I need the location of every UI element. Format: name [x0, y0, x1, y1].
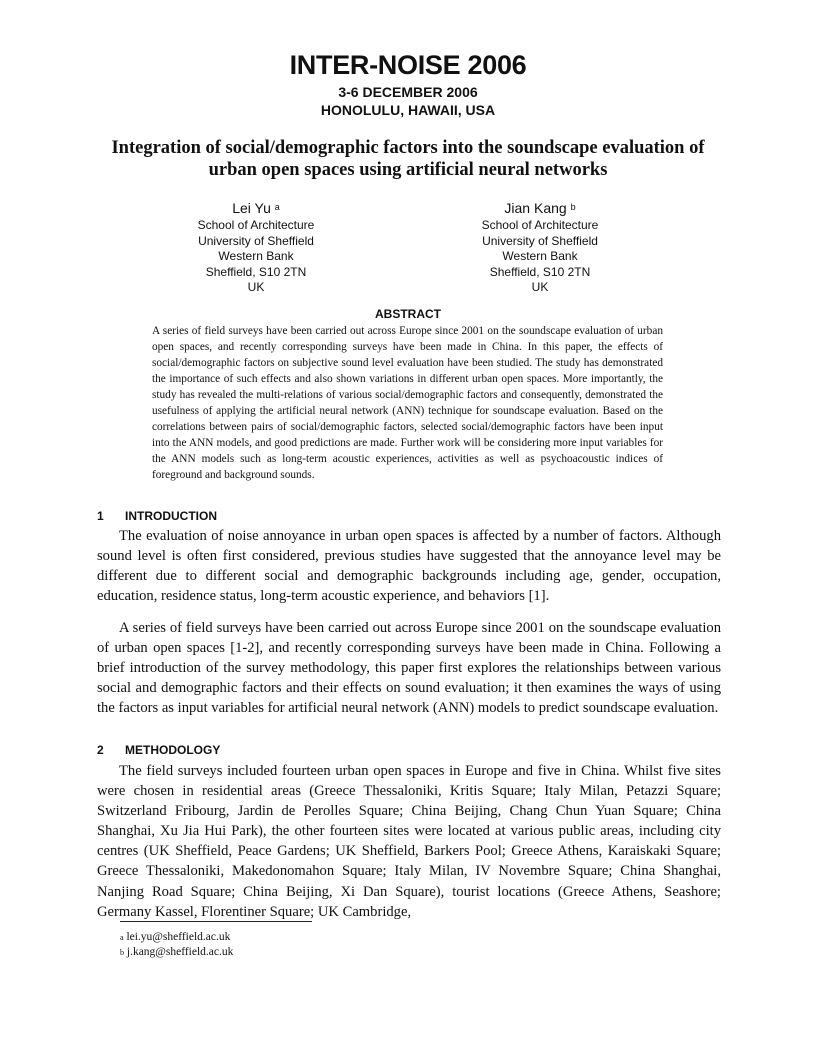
conference-date: 3-6 DECEMBER 2006	[338, 84, 478, 100]
author-affiliation-line: Western Bank	[218, 249, 294, 263]
author-name: Lei Yu $^a$	[232, 200, 280, 216]
footnote-divider	[120, 921, 312, 922]
section-heading-introduction: 1 INTRODUCTION	[97, 509, 217, 523]
paper-title: Integration of social/demographic factors into the soundscape evaluation of urban open spaces using artificial neural networks	[111, 138, 705, 180]
footnote-b: $^b$ j.kang@sheffield.ac.uk	[120, 946, 234, 958]
author-affiliation-line: Sheffield, S10 2TN	[489, 264, 591, 279]
methodology-paragraph-1: The field surveys included fourteen urban open spaces in Europe and five in China. Whilst five sites were chosen in residential areas (Greece Thessaloniki, Kritis Square; Italy Milan, Petazzi Square; Switzerland Fribourg, Jardin de Perolles Square; China Beijing, Chang Chun Yuan Square; China Shanghai, Xu Jia Hui Park), the other fourteen sites were located at various public areas, including city centres (UK Sheffield, Peace Gardens; UK Sheffield, Barkers Pool; Greece Athens, Karaiskaki Square; Greece Thessaloniki, Makedonomahon Square; Italy Milan, IV Novembre Square; China Shanghai, Nanjing Road Square; China Beijing, Xi Dan Square), tourist locations (Greece Athens, Seashore; Germany Kassel, Florentiner Square; UK Cambridge,	[97, 763, 721, 920]
abstract-heading: ABSTRACT	[375, 307, 441, 321]
author-affiliation-line: University of Sheffield	[198, 233, 314, 248]
footnote-a: $^a$ lei.yu@sheffield.ac.uk	[120, 931, 231, 943]
conference-location: HONOLULU, HAWAII, USA	[320, 102, 496, 118]
author-affiliation-line: Sheffield, S10 2TN	[205, 264, 307, 279]
author-affiliation-line: UK	[247, 280, 265, 294]
author-mark: a	[274, 202, 280, 212]
author-name: Jian Kang $^b$	[504, 200, 576, 216]
conference-title: INTER-NOISE 2006	[289, 50, 527, 80]
author-affiliation-line: School of Architecture	[197, 218, 315, 232]
author-affiliation-line: Western Bank	[502, 249, 578, 263]
author-affiliation-line: School of Architecture	[481, 218, 599, 232]
author-block-kang	[430, 198, 650, 296]
intro-paragraph-2: A series of field surveys have been carried out across Europe since 2001 on the soundscape evaluation of urban open spaces [1-2], and recently corresponding surveys have been made in China. Following a brief introduction of the survey methodology, this paper first explores the relationships between various social and demographic factors and their effects on sound evaluation; it then examines the ways of using the factors as input variables for artificial neural network (ANN) models to predict soundscape evaluation.	[97, 620, 721, 717]
author-affiliation-line: UK	[531, 280, 549, 294]
author-affiliation-line: University of Sheffield	[482, 233, 598, 248]
abstract-body: A series of field surveys have been carried out across Europe since 2001 on the soundscape evaluation of urban open spaces, and recently corresponding surveys have been made in China. In this paper, the effects of social/demographic factors on subjective sound level evaluation have been studied. The study has demonstrated the importance of such effects and also shown variations in different urban open spaces. More importantly, the study has revealed the multi-relations of various social/demographic factors and consequently, demonstrated the usefulness of applying the artificial neural network (ANN) technique for soundscape evaluation. Based on the correlations between pairs of social/demographic factors, selected social/demographic factors have been input into the ANN models, and good predictions are made. Further work will be considering more input variables for the ANN models such as long-term acoustic experiences, activities as well as psychoacoustic indices of foreground and background sounds.	[152, 325, 663, 481]
section-heading-methodology: 2 METHODOLOGY	[97, 743, 221, 757]
author-block-yu	[146, 198, 366, 296]
intro-paragraph-1: The evaluation of noise annoyance in urban open spaces is affected by a number of factors. Although sound level is often first considered, previous studies have suggested that the annoyance level may be different due to different social and demographic backgrounds including age, gender, occupation, education, residence status, long-term acoustic experience, and behaviors [1].	[97, 528, 721, 605]
author-mark: b	[570, 202, 576, 212]
